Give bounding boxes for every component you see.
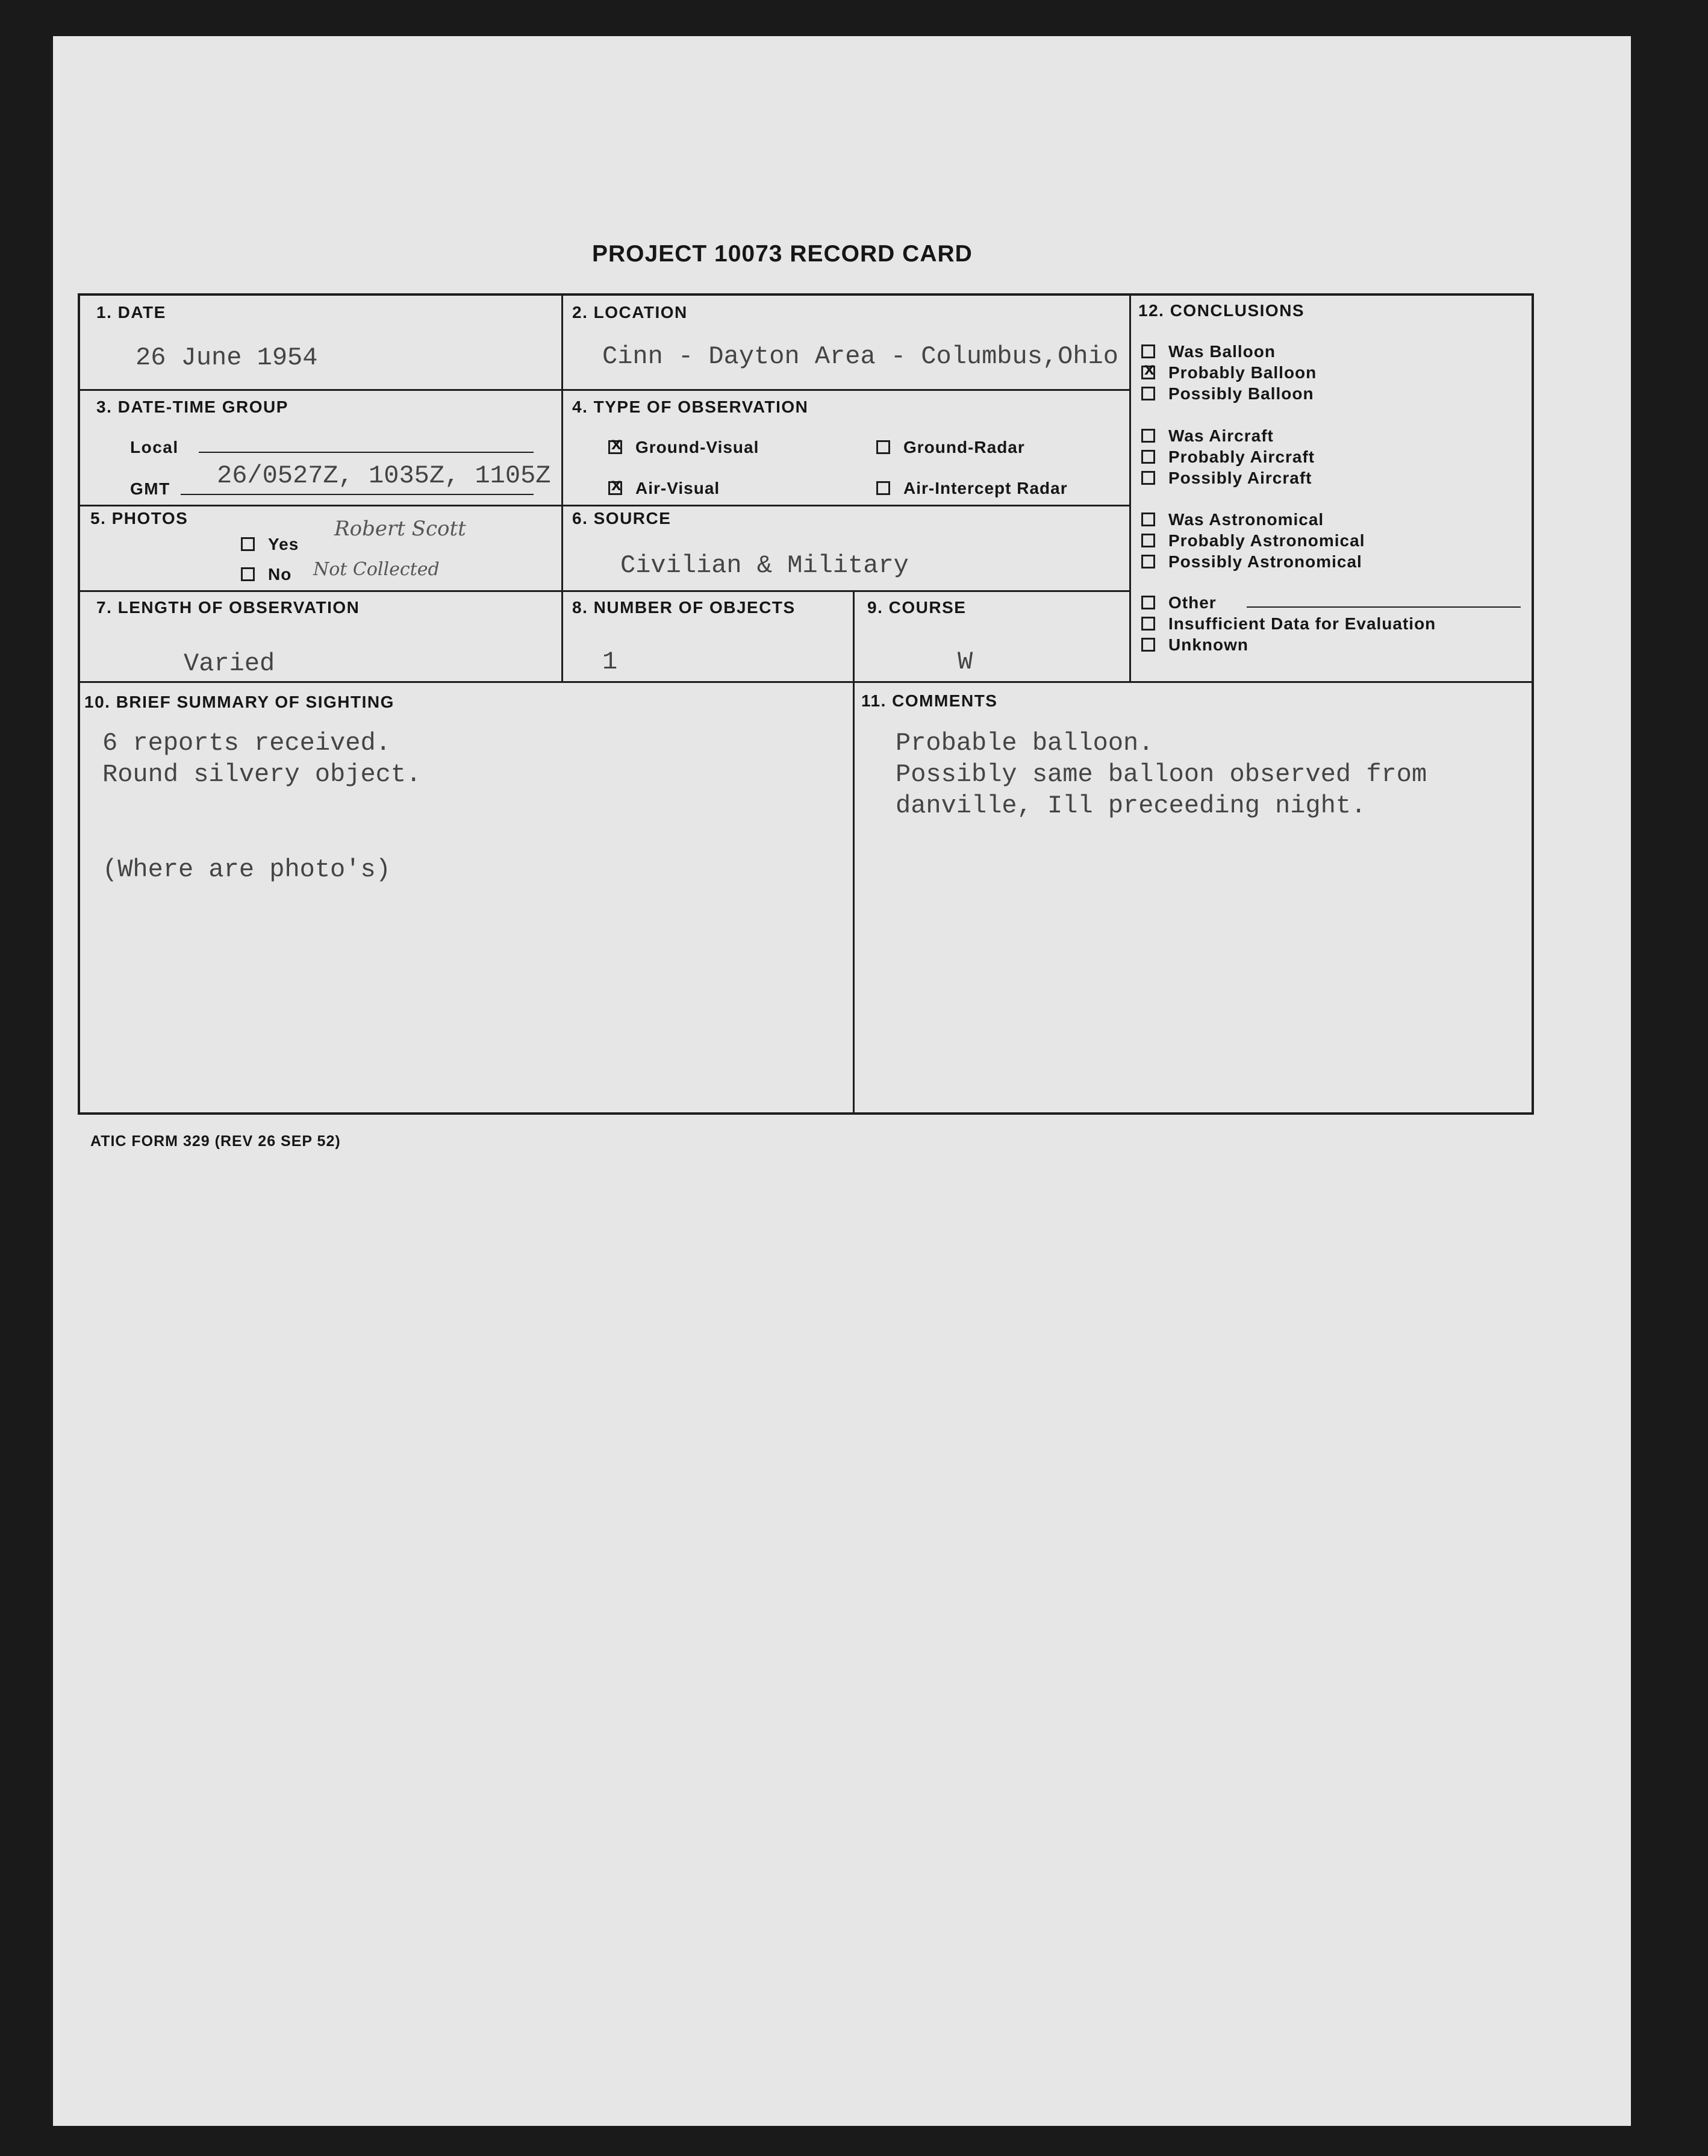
option-label: Other [1168, 593, 1217, 612]
conclusion-was-astronomical[interactable] [1141, 510, 1324, 529]
checkbox-icon[interactable] [1141, 344, 1155, 358]
local-label: Local [130, 438, 179, 456]
air-visual-option[interactable] [608, 479, 720, 498]
divider [853, 590, 855, 681]
location-label: 2. LOCATION [572, 303, 688, 322]
option-label: Insufficient Data for Evaluation [1168, 614, 1436, 633]
conclusion-probably-astronomical[interactable] [1141, 531, 1365, 550]
date-value: 26 June 1954 [136, 343, 318, 372]
comment-line: Probable balloon. [896, 729, 1154, 758]
comment-line: Possibly same balloon observed from [896, 760, 1427, 789]
conclusion-was-balloon[interactable] [1141, 342, 1276, 361]
checkbox-icon[interactable] [1141, 387, 1155, 400]
photos-label: 5. PHOTOS [90, 509, 189, 528]
comments-label: 11. COMMENTS [861, 691, 998, 710]
gmt-underline [199, 452, 534, 453]
option-label: Ground-Visual [635, 438, 759, 456]
gmt-underline [181, 494, 534, 495]
source-label: 6. SOURCE [572, 509, 672, 528]
air-intercept-radar-option[interactable] [876, 479, 1068, 498]
photos-no-option[interactable] [241, 565, 291, 584]
gmt-value: 26/0527Z, 1035Z, 1105Z [217, 461, 551, 490]
conclusion-probably-aircraft[interactable] [1141, 447, 1315, 467]
photos-no-note: Not Collected [313, 559, 440, 580]
brief-summary-label: 10. BRIEF SUMMARY OF SIGHTING [84, 693, 394, 711]
divider [78, 681, 1534, 683]
other-underline [1247, 606, 1521, 608]
date-label: 1. DATE [96, 303, 166, 322]
number-of-objects-label: 8. NUMBER OF OBJECTS [572, 598, 796, 617]
conclusion-probably-balloon[interactable] [1141, 363, 1317, 382]
option-label: Possibly Astronomical [1168, 552, 1362, 571]
option-label: Probably Balloon [1168, 363, 1317, 382]
conclusion-insufficient-data[interactable] [1141, 614, 1436, 634]
photos-yes-option[interactable] [241, 535, 299, 554]
checkbox-icon[interactable] [1141, 617, 1155, 631]
checkbox-icon[interactable] [1141, 534, 1155, 547]
conclusion-possibly-balloon[interactable] [1141, 384, 1314, 403]
length-of-observation-label: 7. LENGTH OF OBSERVATION [96, 598, 360, 617]
summary-line: 6 reports received. [102, 729, 391, 758]
conclusion-possibly-aircraft[interactable] [1141, 469, 1312, 488]
conclusion-unknown[interactable] [1141, 635, 1248, 655]
option-label: Possibly Balloon [1168, 384, 1314, 403]
ground-radar-option[interactable] [876, 438, 1025, 457]
date-time-group-label: 3. DATE-TIME GROUP [96, 397, 288, 416]
option-label: No [268, 565, 292, 584]
checkbox-icon[interactable] [1141, 429, 1155, 443]
option-label: Unknown [1168, 635, 1248, 654]
checkbox-icon[interactable] [1141, 450, 1155, 464]
option-label: Probably Aircraft [1168, 447, 1315, 466]
divider [78, 389, 1129, 391]
checkbox-icon[interactable] [241, 537, 255, 551]
form-title: PROJECT 10073 RECORD CARD [592, 241, 973, 267]
option-label: Possibly Aircraft [1168, 469, 1312, 487]
option-label: Was Aircraft [1168, 426, 1274, 445]
divider [561, 293, 563, 683]
checkbox-icon[interactable] [1141, 555, 1155, 569]
conclusion-possibly-astronomical[interactable] [1141, 552, 1362, 572]
option-label: Air-Intercept Radar [903, 479, 1068, 497]
divider [78, 505, 1129, 506]
ground-visual-option[interactable] [608, 438, 759, 457]
option-label: Was Balloon [1168, 342, 1276, 361]
summary-line: Round silvery object. [102, 760, 422, 789]
conclusion-other[interactable] [1141, 593, 1217, 612]
option-label: Probably Astronomical [1168, 531, 1365, 550]
location-value: Cinn - Dayton Area - Columbus,Ohio [602, 342, 1118, 371]
option-label: Yes [268, 535, 299, 553]
checkbox-icon[interactable] [1141, 471, 1155, 485]
checkbox-icon[interactable] [876, 440, 890, 454]
conclusion-was-aircraft[interactable] [1141, 426, 1274, 446]
divider [78, 590, 1129, 592]
checkbox-icon[interactable] [1141, 596, 1155, 609]
checkbox-icon[interactable] [608, 481, 622, 495]
option-label: Air-Visual [635, 479, 720, 497]
source-value: Civilian & Military [620, 551, 909, 580]
conclusions-label: 12. CONCLUSIONS [1138, 301, 1305, 320]
option-label: Was Astronomical [1168, 510, 1324, 529]
checkbox-icon[interactable] [1141, 513, 1155, 526]
checkbox-icon[interactable] [241, 567, 255, 581]
type-of-observation-label: 4. TYPE OF OBSERVATION [572, 397, 809, 416]
comment-line: danville, Ill preceeding night. [896, 791, 1367, 820]
checkbox-icon[interactable] [1141, 638, 1155, 652]
photos-yes-note: Robert Scott [334, 517, 466, 541]
checkbox-icon[interactable] [608, 440, 622, 454]
form-number: ATIC FORM 329 (REV 26 SEP 52) [90, 1133, 341, 1150]
course-value: W [958, 647, 973, 676]
checkbox-icon[interactable] [876, 481, 890, 495]
number-of-objects-value: 1 [602, 647, 618, 676]
course-label: 9. COURSE [867, 598, 967, 617]
gmt-label: GMT [130, 479, 170, 498]
length-of-observation-value: Varied [184, 649, 275, 678]
divider [1129, 293, 1131, 683]
option-label: Ground-Radar [903, 438, 1025, 456]
checkbox-icon[interactable] [1141, 366, 1155, 379]
summary-line: (Where are photo's) [102, 855, 391, 884]
